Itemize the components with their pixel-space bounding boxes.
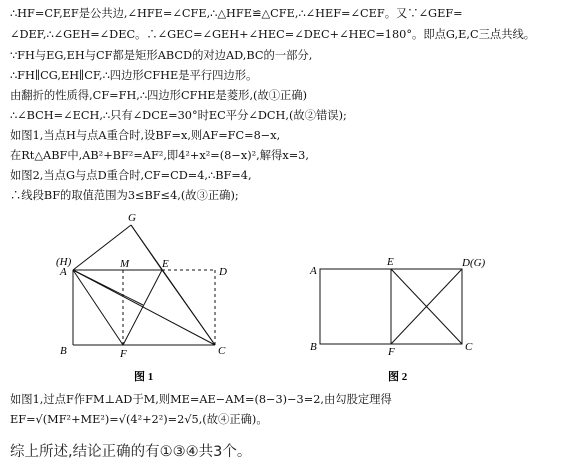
fig2-label-a: A [310,265,317,277]
figure-1-diagram [73,225,215,345]
solution-line-9: 如图2,当点G与点D重合时,CF=CD=4,∴BF=4, [10,169,252,182]
solution-line-10: ∴线段BF的取值范围为3≤BF≤4,(故③正确); [10,189,239,202]
fig1-label-b: B [60,345,67,357]
fig2-label-f: F [388,346,395,358]
fig1-label-c: C [218,345,226,357]
figure-2-diagram [320,269,462,344]
fig2-label-e: E [387,256,394,268]
figure-2-caption: 图 2 [388,371,408,383]
fig2-label-b: B [310,341,317,353]
solution-line-4: ∴FH∥CG,EH∥CF,∴四边形CFHE是平行四边形。 [10,69,258,82]
solution-line-5: 由翻折的性质得,CF=FH,∴四边形CFHE是菱形,(故①正确) [10,89,308,102]
fig1-label-m: M [120,258,130,270]
fig2-label-d: D(G) [462,257,486,269]
figure-1-caption: 图 1 [134,371,154,383]
fig1-label-a: A [60,266,67,278]
solution-line-1: ∴HF=CF,EF是公共边,∠HFE=∠CFE,∴△HFE≌△CFE,∴∠HEF=∠CEF。又∵∠GEF= [10,7,463,20]
fig1-label-h: (H) [56,256,72,268]
fig1-label-e: E [162,258,169,270]
solution-line-6: ∴∠BCH=∠ECH,∴只有∠DCE=30°时EC平分∠DCH,(故②错误); [10,109,347,122]
solution-line-3: ∵FH与EG,EH与CF都是矩形ABCD的对边AD,BC的一部分, [10,49,313,62]
solution-line-2: ∠DEF,∴∠GEH=∠DEC。∴∠GEC=∠GEH+∠HEC=∠DEC+∠HEC=180°。即点G,E,C三点共线。 [10,28,536,41]
fig1-label-d: D [219,266,227,278]
figures [0,205,586,390]
fig1-label-f: F [120,348,127,360]
fig2-label-c: C [465,341,473,353]
conclusion-summary: 综上所述,结论正确的有①③④共3个。 [10,444,252,460]
followup-line-2: EF=√(MF²+ME²)=√(4²+2²)=2√5,(故④正确)。 [10,413,268,426]
solution-line-8: 在Rt△ABF中,AB²+BF²=AF²,即4²+x²=(8−x)²,解得x=3, [10,149,309,162]
fig1-label-g: G [128,212,136,224]
followup-line-1: 如图1,过点F作FM⊥AD于M,则ME=AE−AM=(8−3)−3=2,由勾股定理得 [10,393,392,406]
solution-line-7: 如图1,当点H与点A重合时,设BF=x,则AF=FC=8−x, [10,129,281,142]
